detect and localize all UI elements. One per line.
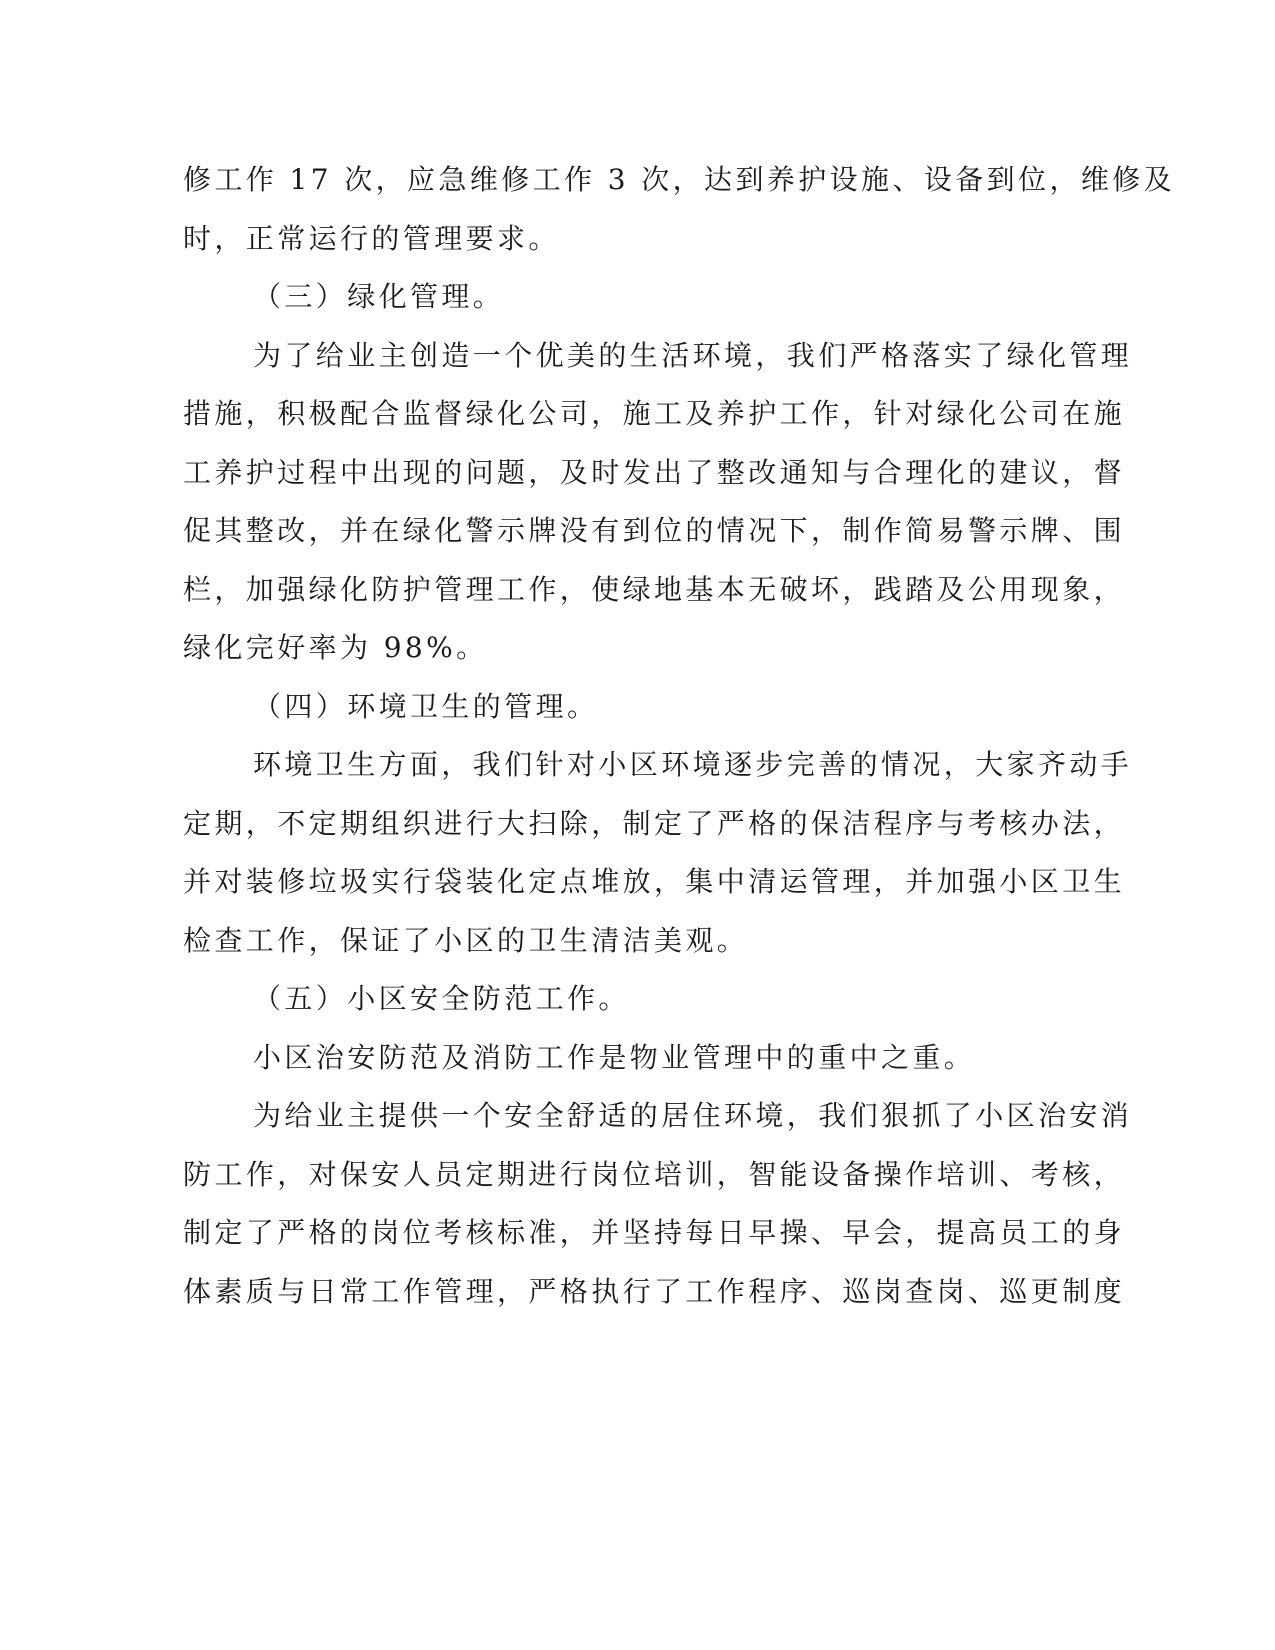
text-line: 措施，积极配合监督绿化公司，施工及养护工作，针对绿化公司在施: [183, 397, 1126, 430]
text-line: 绿化完好率为 98%。: [183, 631, 488, 664]
text-line: 时，正常运行的管理要求。: [183, 221, 560, 255]
text-line: 定期，不定期组织进行大扫除，制定了严格的保洁程序与考核办法，: [183, 806, 1126, 840]
text-line: 栏，加强绿化防护管理工作，使绿地基本无破坏，践踏及公用现象，: [183, 572, 1126, 606]
text-line: 小区治安防范及消防工作是物业管理中的重中之重。: [253, 1040, 976, 1074]
text-line: 体素质与日常工作管理，严格执行了工作程序、巡岗查岗、巡更制度: [183, 1274, 1126, 1308]
document-body: [183, 151, 1176, 1321]
section-heading-3: （三）绿化管理。: [253, 280, 505, 313]
text-line: 修工作 17 次，应急维修工作 3 次，达到养护设施、设备到位，维修及: [183, 163, 1176, 196]
text-line: 制定了严格的岗位考核标准，并坚持每日早操、早会，提高员工的身: [183, 1216, 1126, 1249]
section-heading-4: （四）环境卫生的管理。: [253, 689, 599, 723]
text-line: 并对装修垃圾实行袋装化定点堆放，集中清运管理，并加强小区卫生: [183, 865, 1126, 898]
text-line: 为了给业主创造一个优美的生活环境，我们严格落实了绿化管理: [253, 338, 1133, 372]
text-line: 检查工作，保证了小区的卫生清洁美观。: [183, 923, 749, 957]
text-line: 促其整改，并在绿化警示牌没有到位的情况下，制作简易警示牌、围: [183, 514, 1126, 547]
text-line: 环境卫生方面，我们针对小区环境逐步完善的情况，大家齐动手: [253, 748, 1133, 781]
text-line: 工养护过程中出现的问题，及时发出了整改通知与合理化的建议，督: [183, 455, 1126, 489]
text-line: 为给业主提供一个安全舒适的居住环境，我们狠抓了小区治安消: [253, 1099, 1133, 1132]
section-heading-5: （五）小区安全防范工作。: [253, 982, 630, 1015]
text-line: 防工作，对保安人员定期进行岗位培训，智能设备操作培训、考核，: [183, 1157, 1126, 1191]
